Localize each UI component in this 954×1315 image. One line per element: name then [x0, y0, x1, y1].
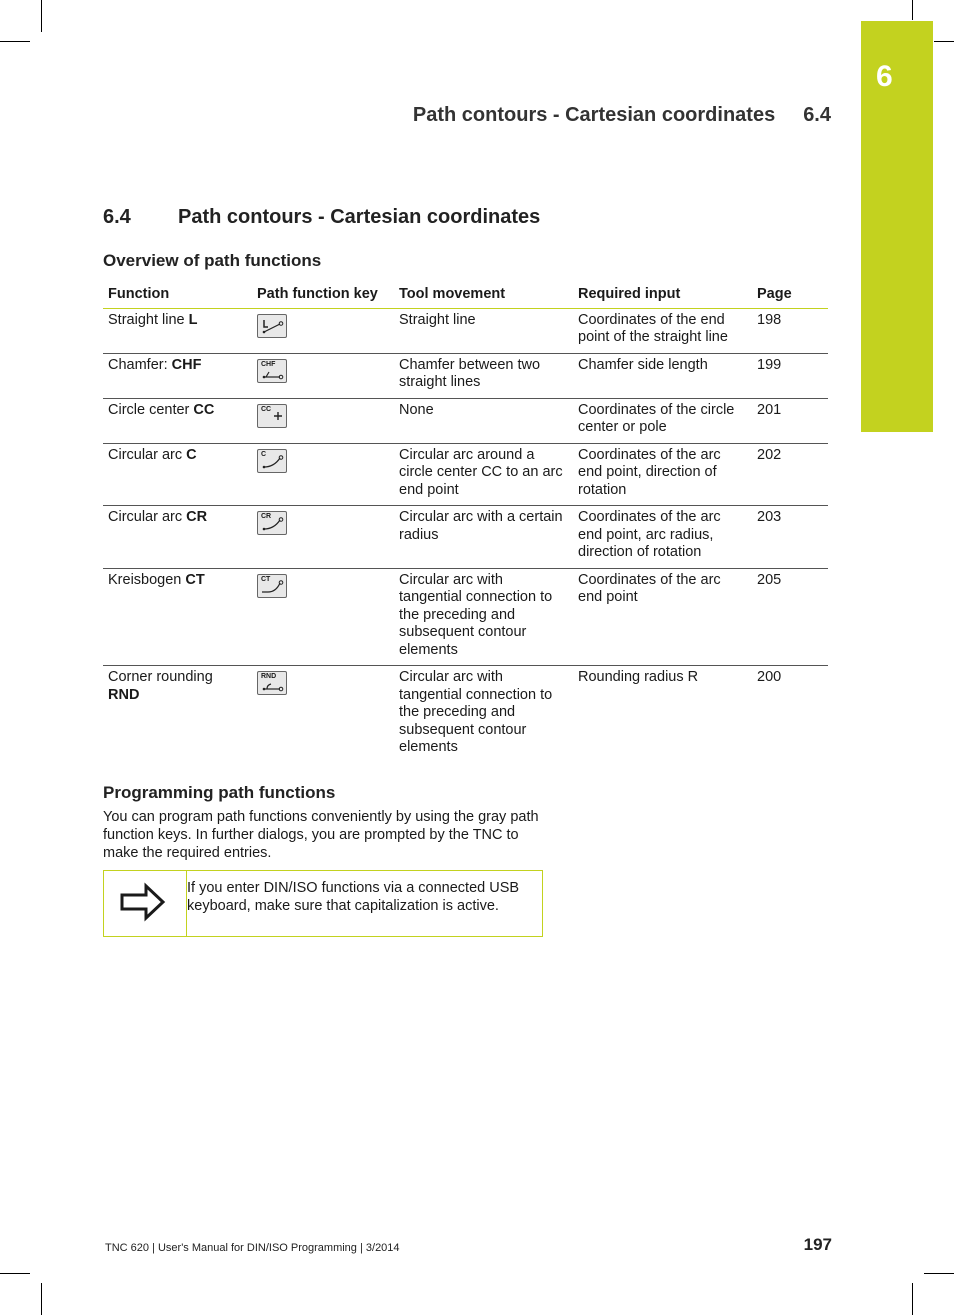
key-cell	[252, 443, 394, 506]
key-label: CHF	[261, 360, 276, 368]
path-functions-table	[103, 283, 828, 763]
page-cell: 201	[752, 398, 828, 443]
key-label: CR	[261, 513, 272, 520]
key-label: RND	[261, 673, 277, 680]
function-cell	[103, 666, 252, 763]
footer-text: TNC 620 | User's Manual for DIN/ISO Programming | 3/2014	[105, 1242, 400, 1254]
chapter-tab	[861, 21, 933, 432]
movement-cell: Straight line	[394, 308, 573, 353]
running-header	[413, 104, 831, 127]
key-cell	[252, 353, 394, 398]
page-cell: 205	[752, 568, 828, 666]
movement-cell: Chamfer between two straight lines	[394, 353, 573, 398]
table-row	[103, 506, 828, 569]
section-title-text: Path contours - Cartesian coordinates	[178, 206, 541, 228]
section-number: 6.4	[103, 206, 131, 228]
function-cell	[103, 398, 252, 443]
table-row	[103, 353, 828, 398]
key-label: C	[261, 450, 267, 458]
function-code: RND	[108, 686, 140, 703]
function-code: C	[186, 446, 197, 463]
circular-arc-radius-key-icon	[257, 511, 287, 535]
function-cell	[103, 568, 252, 666]
corner-rounding-key-icon	[257, 671, 287, 695]
movement-cell: Circular arc around a circle center CC to an arc end point	[394, 443, 573, 506]
function-code: CT	[185, 571, 205, 588]
circular-arc-key-icon	[257, 449, 287, 473]
input-cell: Coordinates of the arc end point, arc radius, direction of rotation	[573, 506, 752, 569]
page-cell: 198	[752, 308, 828, 353]
function-name: Chamfer:	[108, 356, 168, 373]
section-title	[103, 206, 540, 229]
key-cell	[252, 666, 394, 763]
circle-center-key-icon	[257, 404, 287, 428]
column-header: Path function key	[252, 283, 394, 308]
crop-mark	[912, 0, 913, 20]
column-header: Page	[752, 283, 828, 308]
running-section: 6.4	[803, 104, 831, 126]
movement-cell: Circular arc with tangential connection to the preceding and subsequent contour elements	[394, 568, 573, 666]
tangential-arc-key-icon	[257, 574, 287, 598]
function-name: Straight line	[108, 311, 185, 328]
note-box	[103, 870, 543, 937]
key-cell	[252, 398, 394, 443]
crop-mark	[912, 1283, 913, 1315]
column-header: Tool movement	[394, 283, 573, 308]
crop-mark	[924, 1273, 954, 1274]
function-code: L	[188, 311, 198, 328]
chamfer-key-icon	[257, 359, 287, 383]
function-code: CC	[193, 401, 215, 418]
input-cell: Coordinates of the arc end point	[573, 568, 752, 666]
page-cell: 199	[752, 353, 828, 398]
movement-cell: Circular arc with a certain radius	[394, 506, 573, 569]
programming-heading: Programming path functions	[103, 783, 336, 802]
key-cell	[252, 308, 394, 353]
input-cell: Chamfer side length	[573, 353, 752, 398]
function-cell	[103, 506, 252, 569]
function-name: Circle center	[108, 401, 190, 418]
crop-mark	[41, 1283, 42, 1315]
input-cell: Rounding radius R	[578, 669, 699, 685]
function-name: Corner rounding	[108, 669, 213, 685]
key-label: CT	[261, 575, 271, 583]
function-name: Circular arc	[108, 446, 183, 463]
programming-paragraph: You can program path functions conveniently by using the gray path function keys. In further dialogs, you are prompted by the TNC to make the required entries.	[103, 809, 539, 861]
page-cell: 200	[757, 669, 782, 685]
key-label: CC	[261, 405, 272, 413]
crop-mark	[41, 0, 42, 32]
arrow-right-icon	[120, 882, 166, 927]
crop-mark	[934, 41, 954, 42]
note-text: If you enter DIN/ISO functions via a connected USB keyboard, make sure that capitalization is active.	[187, 880, 520, 914]
input-cell: Coordinates of the end point of the straight line	[573, 308, 752, 353]
page-number: 197	[803, 1235, 832, 1254]
table-row	[103, 308, 828, 353]
overview-heading: Overview of path functions	[103, 251, 322, 270]
page-cell: 202	[752, 443, 828, 506]
function-code: CR	[186, 509, 208, 525]
function-code: CHF	[171, 356, 202, 373]
movement-cell: None	[394, 398, 573, 443]
function-cell	[103, 443, 252, 506]
function-name: Kreisbogen	[108, 571, 182, 588]
function-cell	[103, 353, 252, 398]
input-cell: Coordinates of the arc end point, direction of rotation	[573, 443, 752, 506]
table-row	[103, 666, 828, 763]
table-row	[103, 568, 828, 666]
column-header: Function	[103, 283, 252, 308]
function-cell	[103, 308, 252, 353]
function-name: Circular arc	[108, 509, 183, 525]
crop-mark	[0, 41, 30, 42]
chapter-number: 6	[876, 60, 893, 93]
table-row	[103, 443, 828, 506]
key-cell	[252, 568, 394, 666]
crop-mark	[0, 1273, 30, 1274]
movement-cell: Circular arc with tangential connection to the preceding and subsequent contour elements	[399, 669, 553, 755]
input-cell: Coordinates of the circle center or pole	[573, 398, 752, 443]
straight-line-key-icon	[257, 314, 287, 338]
running-title: Path contours - Cartesian coordinates	[412, 104, 776, 126]
key-cell	[252, 506, 394, 569]
table-header-row	[103, 283, 828, 308]
table-row	[103, 398, 828, 443]
column-header: Required input	[573, 283, 752, 308]
page-cell: 203	[752, 506, 828, 569]
